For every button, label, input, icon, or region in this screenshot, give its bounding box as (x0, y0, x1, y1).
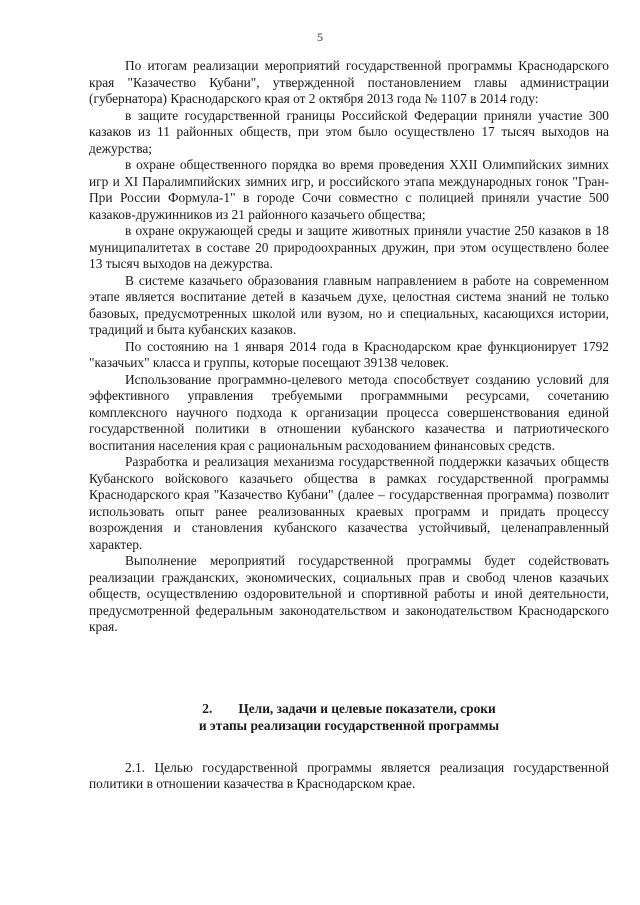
document-body (89, 58, 609, 793)
section-title-line-1: Цели, задачи и целевые показатели, сроки (238, 700, 496, 716)
paragraph: в охране окружающей среды и защите животных приняли участие 250 казаков в 18 муниципалитетах в составе 20 природоохранных дружин, при этом осуществлено более 13 тысяч выходов на дежурства. (89, 223, 609, 271)
paragraph: Разработка и реализация механизма государственной поддержки казачьих обществ Кубанского войскового казачьего общества в рамках государственной программы Краснодарского края "Казачество Кубани" (далее – государственная программа) позволит использовать опыт ранее реализованных краевых программ и придать процессу возрождения и становления кубанского казачества устойчивый, целенаправленный характер. (89, 454, 609, 552)
paragraph: В системе казачьего образования главным направлением в работе на современном этапе является воспитание детей в казачьем духе, целостная система знаний не только базовых, предусмотренных школой или вузом, но и специальных, касающихся истории, традиций и быта кубанских казаков. (89, 272, 609, 337)
page-number: 5 (317, 30, 323, 44)
section-number: 2. (202, 700, 213, 716)
paragraph: По итогам реализации мероприятий государственной программы Краснодарского края "Казачество Кубани", утвержденной постановлением главы администрации (губернатора) Краснодарского края от 2 октября 2013 года № 1107 в 2014 году: (89, 58, 609, 106)
paragraph: По состоянию на 1 января 2014 года в Краснодарском крае функционирует 1792 "казачьих" класса и группы, которые посещают 39138 человек. (89, 338, 609, 370)
section-heading (89, 700, 609, 734)
paragraph: в охране общественного порядка во время проведения XXII Олимпийских зимних игр и XI Паралимпийских зимних игр, и российского этапа международных гонок "Гран-При России Формула-1" в городе Сочи совместно с полицией приняли участие 500 казаков-дружинников из 21 районного казачьего общества; (89, 157, 609, 222)
paragraph-2-1: 2.1. Целью государственной программы является реализация государственной политики в отношении казачества в Краснодарском крае. (89, 759, 609, 791)
section-title-line-2: и этапы реализации государственной программы (198, 717, 500, 733)
paragraph: Использование программно-целевого метода способствует созданию условий для эффективного управления требуемыми программными ресурсами, сочетанию комплексного научного подхода к организации процесса совершенствования единой государственной политики в отношении кубанского казачества и патриотического воспитания населения края с рациональным расходованием финансовых средств. (89, 371, 609, 453)
paragraph: Выполнение мероприятий государственной программы будет содействовать реализации гражданских, экономических, социальных прав и свобод членов казачьих обществ, осуществлению оздоровительной и спортивной работы и иной деятельности, предусмотренной федеральным законодательством и законодательством Краснодарского края. (89, 553, 609, 634)
paragraph: в защите государственной границы Российской Федерации приняли участие 300 казаков из 11 районных обществ, при этом было осуществлено 17 тысяч выходов на дежурства; (89, 107, 609, 156)
section-heading-line-1 (89, 700, 609, 717)
